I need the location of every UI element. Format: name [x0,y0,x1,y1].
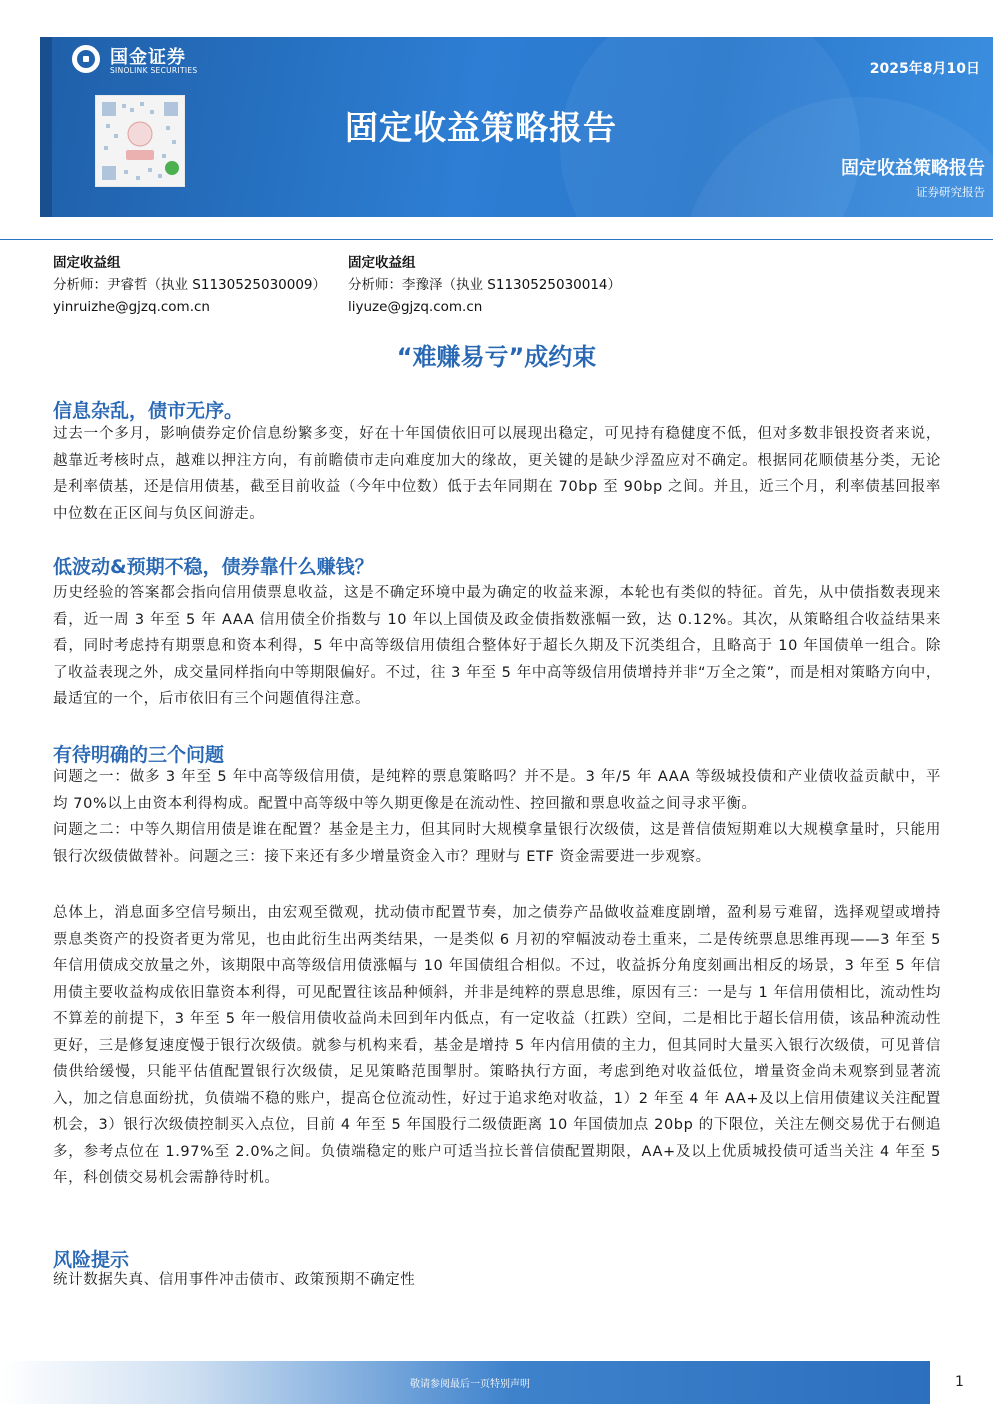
analyst-group: 固定收益组 [348,255,416,271]
section-paragraph: 统计数据失真、信用事件冲击债市、政策预期不确定性 [53,1272,416,1288]
section-heading: 有待明确的三个问题 [53,744,225,766]
page-number: 1 [955,1374,964,1390]
section-heading: 信息杂乱，债市无序。 [53,400,244,422]
report-title: 固定收益策略报告 [345,108,617,147]
header-divider [0,239,993,240]
section-paragraph: 过去一个多月，影响债券定价信息纷繁多变，好在十年国债依旧可以展现出稳定，可见持有稳健度不低，但对多数非银投资者来说，越靠近考核时点，越难以押注方向，有前瞻债市走向难度加大的缘故，更关键的是缺少浮盈应对不确定。根据同花顺债基分类，无论是利率债基，还是信用债基，截至目前收益（今年中位数）低于去年同期在 70bp 至 90bp 之间。并且，近三个月，利率债基回报率中位数在正区间与负区间游走。 [53,426,941,522]
section-paragraph: 总体上，消息面多空信号频出，由宏观至微观，扰动债市配置节奏，加之债券产品做收益难度剧增，盈利易亏难留，选择观望或增持票息类资产的投资者更为常见，也由此衍生出两类结果，一是类似 6 月初的窄幅波动卷土重来，二是传统票息思维再现——3 年至 5 年信用债成交放量之外，该期限中高等级信用债涨幅与 10 年国债组合相似。不过，收益拆分角度刻画出相反的场景，3 年至 5 年信用债主要收益构成依旧靠资本利得，可见配置往该品种倾斜，并非是纯粹的票息思维，原因有三：一是与 1 年信用债相比，流动性均不算差的前提下，3 年至 5 年一般信用债收益尚未回到年内低点，有一定收益（扛跌）空间，二是相比于超长信用债，该品种流动性更好，三是修复速度慢于银行次级债。就参与机构来看，基金是增持 5 年内信用债的主力，但其同时大量买入银行次级债，可见普信债供给缓慢，只能平估值配置银行次级债，足见策略范围掣肘。策略执行方面，考虑到绝对收益低位，增量资金尚未观察到显著流入，加之信息面纷扰，负债端不稳的账户，提高仓位流动性，好过于追求绝对收益，1）2 年至 4 年 AA+及以上信用债建议关注配置机会，3）银行次级债控制买入点位，目前 4 年至 5 年国股行二级债距离 10 年国债加点 20bp 的下限位，关注左侧交易优于右侧追多，参考点位在 1.97%至 2.0%之间。负债端稳定的账户可适当拉长普信债配置期限，AA+及以上优质城投债可适当关注 4 年至 5 年，科创债交易机会需静待时机。 [53,905,941,1186]
logo-icon [72,45,100,73]
report-subtitle: 固定收益策略报告 [841,158,985,179]
analyst-name: 分析师：李豫泽（执业 S1130525030014） [348,277,622,293]
section-paragraph: 问题之二：中等久期信用债是谁在配置？基金是主力，但其同时大规模拿量银行次级债，这是普信债短期难以大规模拿量时，只能用银行次级债做替补。问题之三：接下来还有多少增量资金入市？理财与 ETF 资金需要进一步观察。 [53,822,941,865]
banner-edge [40,37,52,217]
section-paragraph: 问题之一：做多 3 年至 5 年中高等级信用债，是纯粹的票息策略吗？并不是。3 年/5 年 AAA 等级城投债和产业债收益贡献中，平均 70%以上由资本利得构成。配置中高等级中等久期更像是在流动性、控回撤和票息收益之间寻求平衡。 [53,769,941,812]
report-type: 证券研究报告 [916,185,985,199]
analyst-email[interactable]: yinruizhe@gjzq.com.cn [53,299,210,315]
logo-cn-text: 国金证券 [110,47,186,68]
company-logo [72,43,232,79]
section-heading: 风险提示 [53,1249,130,1271]
analyst-email[interactable]: liyuze@gjzq.com.cn [348,299,483,315]
analyst-block [53,252,326,318]
analyst-name: 分析师：尹睿哲（执业 S1130525030009） [53,277,327,293]
logo-en-text: SINOLINK SECURITIES [110,66,198,75]
qr-code-icon [95,95,185,187]
analyst-block [348,252,621,318]
analyst-group: 固定收益组 [53,255,121,271]
report-date: 2025年8月10日 [869,61,980,77]
section-paragraph: 历史经验的答案都会指向信用债票息收益，这是不确定环境中最为确定的收益来源，本轮也有类似的特征。首先，从中债指数表现来看，近一周 3 年至 5 年 AAA 信用债全价指数与 10 年以上国债及政金债指数涨幅一致，达 0.12%。其次，从策略组合收益结果来看，同时考虑持有期票息和资本利得，5 年中高等级信用债组合整体好于超长久期及下沉类组合，且略高于 10 年国债单一组合。除了收益表现之外，成交量同样指向中等期限偏好。不过，往 3 年至 5 年中高等级信用债增持并非“万全之策”，而是相对策略方向中，最适宜的一个，后市依旧有三个问题值得注意。 [53,585,941,707]
footer-disclaimer: 敬请参阅最后一页特别声明 [410,1379,530,1390]
document-title: “难赚易亏”成约束 [396,343,597,371]
section-heading: 低波动&预期不稳，债券靠什么赚钱？ [53,556,374,578]
